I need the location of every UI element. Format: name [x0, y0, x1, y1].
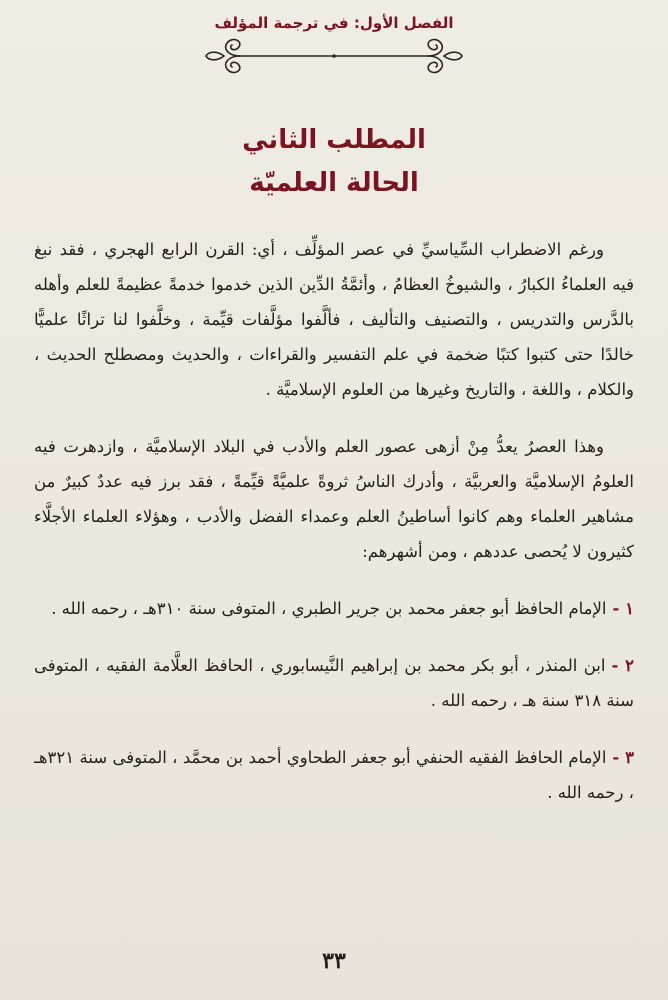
list-item-text: ابن المنذر ، أبو بكر محمد بن إبراهيم النَّيسابوري ، الحافظ العلَّامة الفقيه ، المتوفى سنة ٣١٨ سنة هـ ، رحمه الله . [34, 656, 634, 710]
running-header [0, 12, 668, 72]
section-heading: المطلب الثاني [242, 125, 426, 155]
header-ornament-icon [200, 36, 468, 76]
running-header-title: الفصل الأول: في ترجمة المؤلف [214, 14, 454, 32]
page-number: ٣٣ [322, 948, 346, 974]
list-item [34, 740, 634, 810]
list-item [34, 591, 634, 626]
section-subheading: الحالة العلميّة [249, 168, 419, 198]
list-item-text: الإمام الحافظ الفقيه الحنفي أبو جعفر الطحاوي أحمد بن محمَّد ، المتوفى سنة ٣٢١هـ ، رحمه الله . [34, 748, 634, 802]
list-item [34, 648, 634, 718]
list-item-number: ٣ - [612, 748, 634, 767]
body-text [34, 232, 634, 810]
list-item-number: ٢ - [611, 656, 634, 675]
list-item-number: ١ - [612, 599, 634, 618]
paragraph: ورغم الاضطراب السِّياسيِّ في عصر المؤلِّف ، أي: القرن الرابع الهجري ، فقد نبغ فيه العلماءُ الكبارُ ، والشيوخُ العظامُ ، وأئمَّةُ الدِّين الذين خدموا خدمةً عظيمةً للعلم وأهله بالدَّرس والتدريس ، والتصنيف والتأليف ، فألَّفوا مؤلَّفات قيِّمة ، وخلَّفوا لنا تراثًا علميًّا خالدًا حتى كتبوا كتبًا ضخمة في علم التفسير والقراءات ، والحديث ومصطلح الحديث ، والكلام ، واللغة ، والتاريخ وغيرها من العلوم الإسلاميَّة . [34, 240, 634, 399]
paragraph: وهذا العصرُ يعدُّ مِنْ أزهى عصور العلم والأدب في البلاد الإسلاميَّة ، وازدهرت فيه العلومُ الإسلاميَّة والعربيَّة ، وأدرك الناسُ ثروةً علميَّةً قيِّمةً ، فقد برز فيه عددٌ كبيرٌ من مشاهير العلماء وهم كانوا أساطينُ العلم وعمداء الفضل والأدب ، وهؤلاء العلماء الأجلَّاء كثيرون لا يُحصى عددهم ، ومن أشهرهم: [34, 437, 634, 561]
list-item-text: الإمام الحافظ أبو جعفر محمد بن جرير الطبري ، المتوفى سنة ٣١٠هـ ، رحمه الله . [51, 599, 607, 618]
